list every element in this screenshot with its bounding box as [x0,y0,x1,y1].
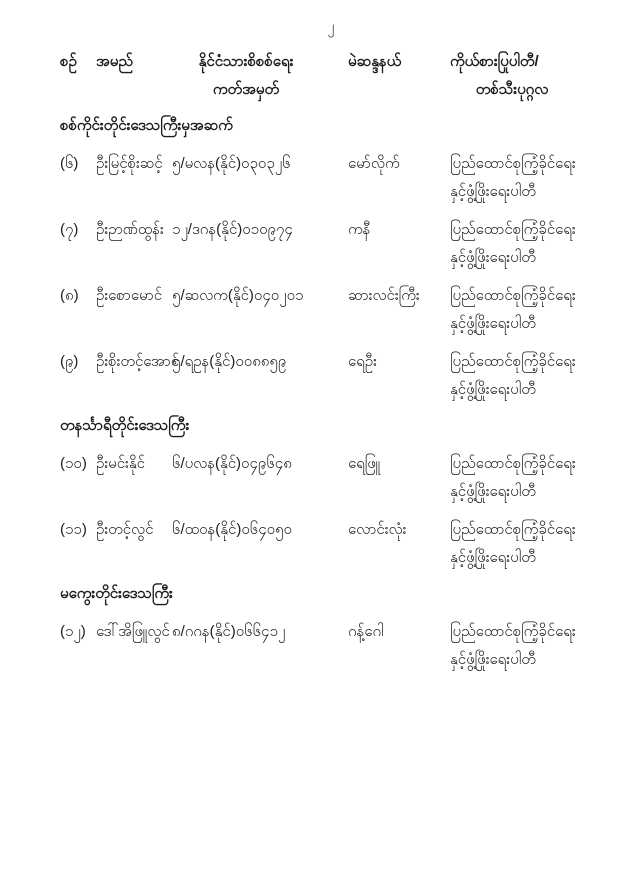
row-number: (၁၂) [60,623,86,640]
row-party-line2: နှင့်ဖွံ့ဖြိုးရေးပါတီ [450,183,536,200]
header-id-line2: ကတ်အမှတ် [212,81,280,98]
section-title-magway: မကွေးတိုင်းဒေသကြီး [60,585,173,602]
row-nrc-id: ၆/ပလန(နိုင်)၀၄၉၆၄၈ [172,455,292,472]
row-number: (၉) [60,353,79,370]
row-nrc-id: ၈/ဂဂန(နိုင်)၀၆၆၄၁၂ [172,623,286,640]
row-number: (၈) [60,287,79,304]
row-party-line2: နှင့်ဖွံ့ဖြိုးရေးပါတီ [450,315,536,332]
row-nrc-id: ၅/ရဥန(နိုင်)၀၀၈၈၅၉ [172,353,287,370]
row-party-line1: ပြည်ထောင်စုကြံ့ခိုင်ရေး [450,221,576,238]
table-row [60,150,584,206]
table-row [60,282,584,338]
header-party [450,48,584,104]
header-party-line2: တစ်သီးပုဂ္ဂလ [475,81,549,98]
row-constituency: မော်လိုက် [348,155,400,172]
header-constituency: မဲဆန္ဒနယ် [348,53,402,70]
row-nrc-id: ၆/ထဝန(နိုင်)၀၆၄၀၅၀ [172,521,292,538]
header-party-line1: ကိုယ်စားပြုပါတီ/ [450,53,539,70]
row-party-line2: နှင့်ဖွံ့ဖြိုးရေးပါတီ [450,249,536,266]
row-name: ဦးမြင့်စိုးဆင့် [96,155,163,172]
row-party-line1: ပြည်ထောင်စုကြံ့ခိုင်ရေး [450,521,576,538]
row-party [450,450,584,506]
row-constituency: ရေဦး [348,353,377,370]
row-constituency: ဂန့်ဂေါ [348,623,384,640]
row-party [450,348,584,404]
row-name: ဦးစိုးတင့်အောင် [96,353,180,370]
row-party [450,516,584,572]
section-title-tanintharyi: တနင်္သာရီတိုင်းဒေသကြီး [60,417,190,434]
row-constituency: ကနီ [348,221,371,238]
row-party-line1: ပြည်ထောင်စုကြံ့ခိုင်ရေး [450,353,576,370]
section-title-sagaing-continued: စစ်ကိုင်းတိုင်းဒေသကြီးမှအဆက် [60,117,233,134]
header-no: စဉ် [60,53,77,70]
header-id-line1: နိုင်ငံသားစိစစ်ရေး [198,53,294,70]
row-number: (၁၀) [60,455,87,472]
row-party-line2: နှင့်ဖွံ့ဖြိုးရေးပါတီ [450,483,536,500]
row-constituency: လောင်းလုံး [348,521,407,538]
row-nrc-id: ၅/ဆလက(နိုင်)၀၄၀၂၀၁ [172,287,304,304]
row-party-line2: နှင့်ဖွံ့ဖြိုးရေးပါတီ [450,549,536,566]
table-header [60,48,584,104]
row-party-line1: ပြည်ထောင်စုကြံ့ခိုင်ရေး [450,155,576,172]
row-party-line1: ပြည်ထောင်စုကြံ့ခိုင်ရေး [450,287,576,304]
table-row [60,516,584,572]
row-name: ဦးဉာဏ်ထွန်း [96,221,164,238]
row-nrc-id: ၁၂/ဒဂန(နိုင်)၀၁၀၉၇၄ [172,221,293,238]
row-party-line1: ပြည်ထောင်စုကြံ့ခိုင်ရေး [450,623,576,640]
row-party [450,216,584,272]
page-number: ၂ [327,18,335,34]
row-name: ဦးတင့်လွင် [96,521,154,538]
row-party-line2: နှင့်ဖွံ့ဖြိုးရေးပါတီ [450,381,536,398]
row-name: ဒေါ်အိဖြူလွင် [96,623,170,640]
header-id [172,48,348,104]
row-number: (၇) [60,221,79,238]
row-name: ဦးမင်းနိုင် [96,455,145,472]
row-nrc-id: ၅/မလန(နိုင်)၀၃၀၃၂၆ [172,155,291,172]
row-party [450,618,584,674]
row-number: (၆) [60,155,79,172]
table-row [60,618,584,674]
row-name: ဦးစောမောင် [96,287,163,304]
row-constituency: ရေဖြူ [348,455,381,472]
row-party [450,150,584,206]
row-party [450,282,584,338]
row-party-line1: ပြည်ထောင်စုကြံ့ခိုင်ရေး [450,455,576,472]
row-constituency: ဆားလင်းကြီး [348,287,420,304]
table-row [60,450,584,506]
table-row [60,348,584,404]
table-row [60,216,584,272]
header-name: အမည် [96,53,133,70]
row-number: (၁၁) [60,521,87,538]
row-party-line2: နှင့်ဖွံ့ဖြိုးရေးပါတီ [450,651,536,668]
